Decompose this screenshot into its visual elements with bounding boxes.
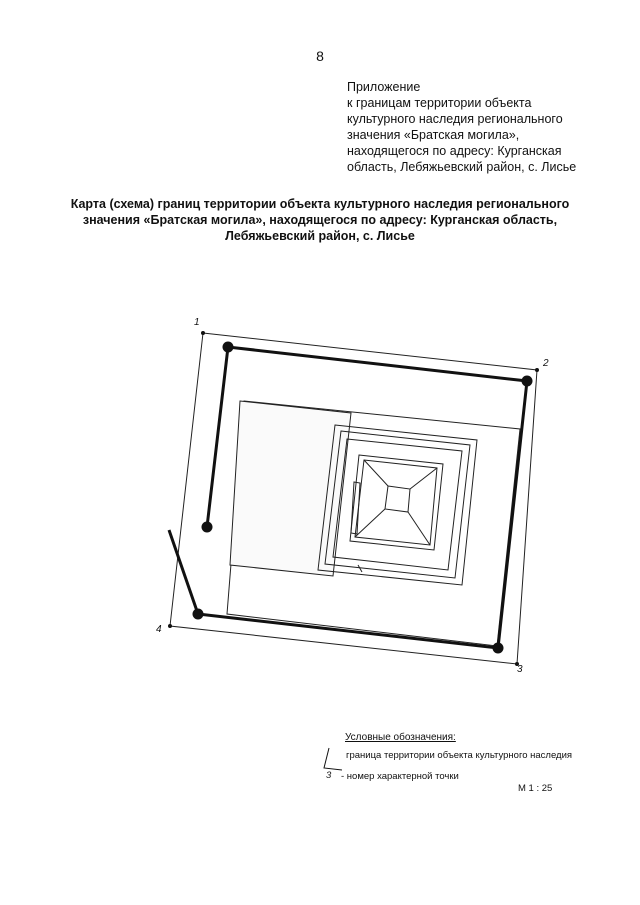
pyramid-edge bbox=[364, 460, 388, 486]
pyramid-edge bbox=[355, 509, 385, 537]
pyramid-edge bbox=[408, 512, 430, 545]
point-1-dot bbox=[201, 331, 205, 335]
point-label-2: 2 bbox=[543, 358, 549, 369]
appendix-line: значения «Братская могила», bbox=[347, 128, 520, 142]
boundary-marker bbox=[193, 609, 204, 620]
appendix-line: к границам территории объекта bbox=[347, 96, 532, 110]
obelisk-plinth bbox=[355, 460, 437, 545]
legend-point-label: - номер характерной точки bbox=[341, 771, 459, 782]
title-line: Карта (схема) границ территории объекта культурного наследия регионального bbox=[70, 197, 570, 211]
point-label-3: 3 bbox=[517, 664, 523, 675]
title-line: значения «Братская могила», находящегося по адресу: Курганская область, bbox=[82, 213, 558, 227]
point-2-dot bbox=[535, 368, 539, 372]
appendix-line: область, Лебяжьевский район, с. Лисье bbox=[347, 160, 577, 174]
page-number: 8 bbox=[316, 48, 324, 64]
boundary-marker bbox=[202, 522, 213, 533]
legend-point-number: 3 bbox=[326, 770, 332, 781]
appendix-line: культурного наследия регионального bbox=[347, 112, 563, 126]
boundary-marker bbox=[522, 376, 533, 387]
scale-label: М 1 : 25 bbox=[518, 783, 553, 794]
point-label-1: 1 bbox=[194, 317, 200, 328]
obelisk-top bbox=[385, 486, 410, 512]
step-mark bbox=[358, 565, 362, 572]
memorial-plate bbox=[230, 401, 351, 576]
legend-boundary-label: граница территории объекта культурного наследия bbox=[346, 750, 573, 761]
boundary-marker bbox=[493, 643, 504, 654]
obelisk-base bbox=[350, 455, 443, 550]
boundary-line-north bbox=[169, 347, 527, 648]
point-4-dot bbox=[168, 624, 172, 628]
boundary-marker bbox=[223, 342, 234, 353]
appendix-line: Приложение bbox=[347, 80, 421, 94]
legend-heading: Условные обозначения: bbox=[345, 732, 456, 743]
point-label-4: 4 bbox=[156, 624, 162, 635]
title-line: Лебяжьевский район, с. Лисье bbox=[225, 229, 415, 243]
appendix-line: находящегося по адресу: Курганская bbox=[347, 144, 562, 158]
legend-boundary-symbol bbox=[324, 748, 342, 770]
pyramid-edge bbox=[410, 468, 437, 489]
